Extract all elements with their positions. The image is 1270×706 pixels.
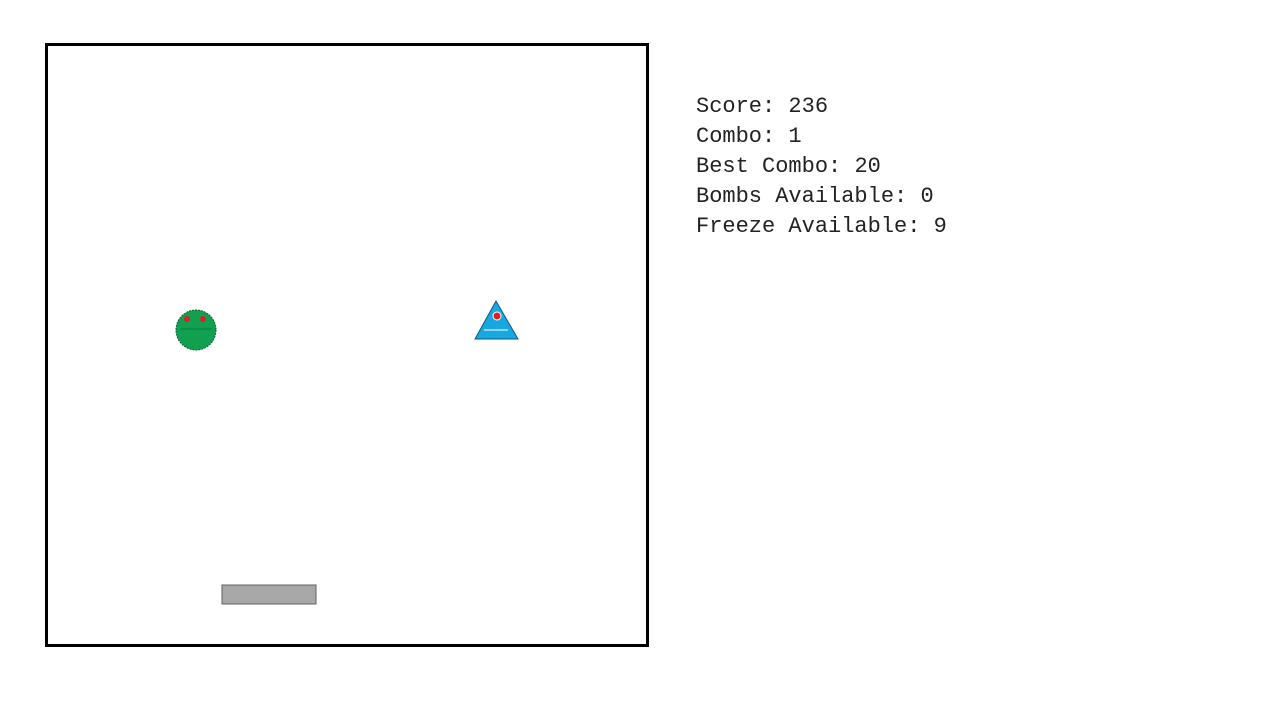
freeze-stat bbox=[696, 212, 1116, 242]
freeze-label: Freeze Available: bbox=[696, 214, 921, 239]
green-blob-enemy bbox=[176, 310, 216, 350]
enemy-eye-icon bbox=[200, 316, 206, 322]
player-paddle[interactable] bbox=[222, 585, 316, 604]
combo-stat bbox=[696, 122, 1116, 152]
bombs-value: 0 bbox=[920, 184, 934, 209]
score-label: Score: bbox=[696, 94, 776, 119]
stats-panel bbox=[696, 92, 1116, 242]
enemy-eye-icon bbox=[184, 316, 190, 322]
best-combo-label: Best Combo: bbox=[696, 154, 842, 179]
game-board[interactable] bbox=[45, 43, 649, 647]
bombs-stat bbox=[696, 182, 1116, 212]
best-combo-value: 20 bbox=[854, 154, 881, 179]
blue-triangle-enemy bbox=[475, 301, 518, 339]
combo-value: 1 bbox=[788, 124, 802, 149]
combo-label: Combo: bbox=[696, 124, 776, 149]
score-stat bbox=[696, 92, 1116, 122]
best-combo-stat bbox=[696, 152, 1116, 182]
enemy-eye-icon bbox=[493, 312, 501, 320]
bombs-label: Bombs Available: bbox=[696, 184, 908, 209]
freeze-value: 9 bbox=[933, 214, 947, 239]
score-value: 236 bbox=[788, 94, 829, 119]
